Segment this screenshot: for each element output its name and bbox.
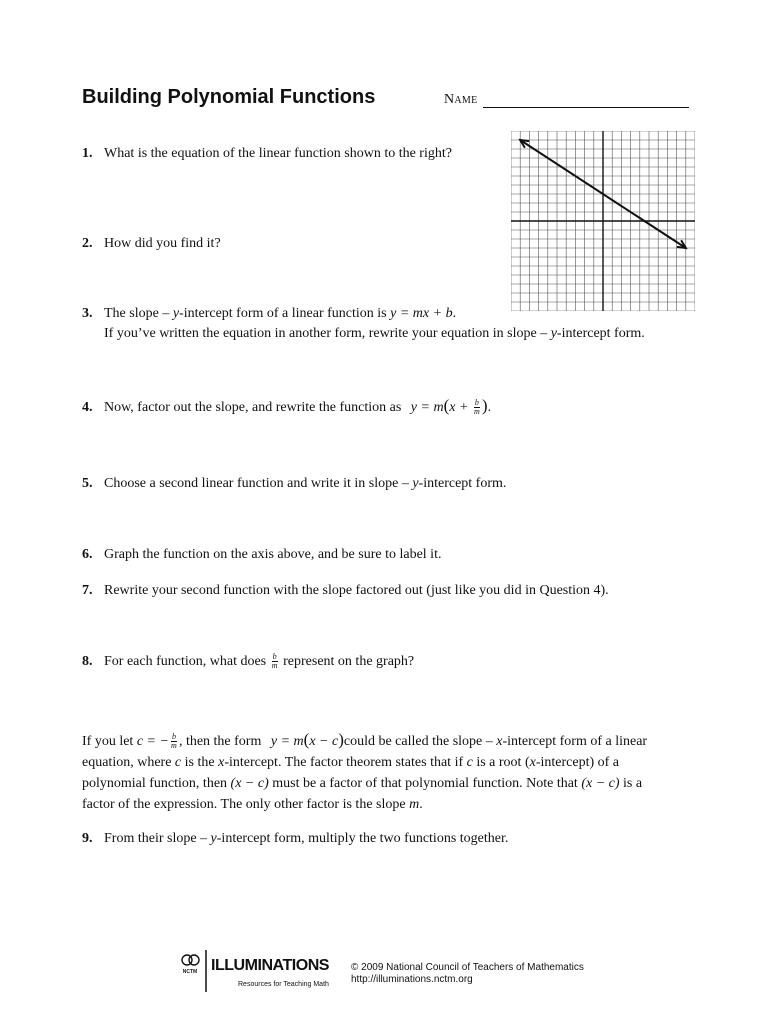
question-7: [82, 581, 609, 601]
q4-eq-x: x +: [449, 400, 472, 415]
q3-equation: y = mx + b: [390, 306, 453, 321]
question-5: [82, 474, 506, 494]
q3-text-b: -intercept form of a linear function is: [179, 306, 391, 321]
question-number: 7.: [82, 583, 93, 598]
question-number: 9.: [82, 831, 93, 846]
question-2: [82, 234, 221, 254]
q5-text-a: Choose a second linear function and write it in slope –: [104, 476, 413, 491]
question-text: What is the equation of the linear function shown to the right?: [104, 146, 452, 161]
question-text: Now, factor out the slope, and rewrite the function as: [104, 400, 405, 415]
illuminations-logo: [176, 948, 336, 996]
q3-var-b: y: [550, 326, 557, 341]
question-number: 1.: [82, 146, 93, 161]
name-line[interactable]: [483, 94, 689, 108]
question-8: [82, 652, 414, 672]
question-number: 6.: [82, 547, 93, 562]
question-1: [82, 144, 452, 164]
question-text: How did you find it?: [104, 236, 221, 251]
coordinate-grid[interactable]: [511, 131, 695, 311]
question-number: 2.: [82, 236, 93, 251]
q4-fraction: $\frac{b}{m}$: [474, 398, 480, 417]
question-text: Graph the function on the axis above, and be sure to label it.: [104, 547, 442, 562]
q4-eq-pre: y = m: [410, 400, 444, 415]
page-title: Building Polynomial Functions: [82, 86, 376, 108]
question-number: 3.: [82, 306, 93, 321]
name-field[interactable]: [444, 92, 689, 108]
q9-text-a: From their slope –: [104, 831, 211, 846]
question-6: [82, 545, 441, 565]
logo-tagline: Resources for Teaching Math: [238, 981, 329, 988]
copyright-block: [351, 962, 584, 986]
question-text: Rewrite your second function with the slope factored out (just like you did in Question 4).: [104, 583, 609, 598]
q3-text-c: .: [452, 306, 457, 321]
q3-var-a: y: [172, 306, 180, 321]
q8-text-a: For each function, what does: [104, 654, 270, 669]
nctm-label: NCTM: [182, 969, 198, 975]
nctm-icon: [182, 955, 199, 965]
question-number: 8.: [82, 654, 93, 669]
q3-text-a: The slope –: [104, 306, 173, 321]
q8-text-b: represent on the graph?: [279, 654, 415, 669]
logo-wordmark: ILLUMINATIONS: [211, 957, 330, 974]
q3-text-e: -intercept form.: [556, 326, 645, 341]
footer-url[interactable]: http://illuminations.nctm.org: [351, 974, 473, 985]
q9-var: y: [210, 831, 217, 846]
q5-text-b: -intercept form.: [418, 476, 507, 491]
question-number: 4.: [82, 400, 93, 415]
question-4: 4. Now, factor out the slope, and rewrite the function as y = m(x + $\frac{b}{m}$ ).: [82, 396, 492, 417]
question-number: 5.: [82, 476, 93, 491]
q5-var: y: [412, 476, 419, 491]
question-9: [82, 829, 508, 849]
factor-theorem-paragraph: If you let c = − $\frac{b}{m}$ , then the form y = m(x − c)could be called the slope – x-intercept form of a linear equation, where c is the x-intercept. The factor theorem states that if c is a root (x-intercept) of a polynomial function, then (x − c) must be a factor of that polynomial function. Note that (x − c) is a factor of the expression. The only other factor is the slope m.: [82, 730, 648, 812]
copyright-text: © 2009 National Council of Teachers of Mathematics: [351, 962, 584, 973]
q3-text-d: If you’ve written the equation in another form, rewrite your equation in slope –: [104, 326, 551, 341]
q9-text-b: -intercept form, multiply the two functions together.: [216, 831, 509, 846]
question-3: [82, 304, 645, 344]
name-label: Name: [444, 92, 478, 107]
q8-fraction: $\frac{b}{m}$: [271, 652, 278, 671]
